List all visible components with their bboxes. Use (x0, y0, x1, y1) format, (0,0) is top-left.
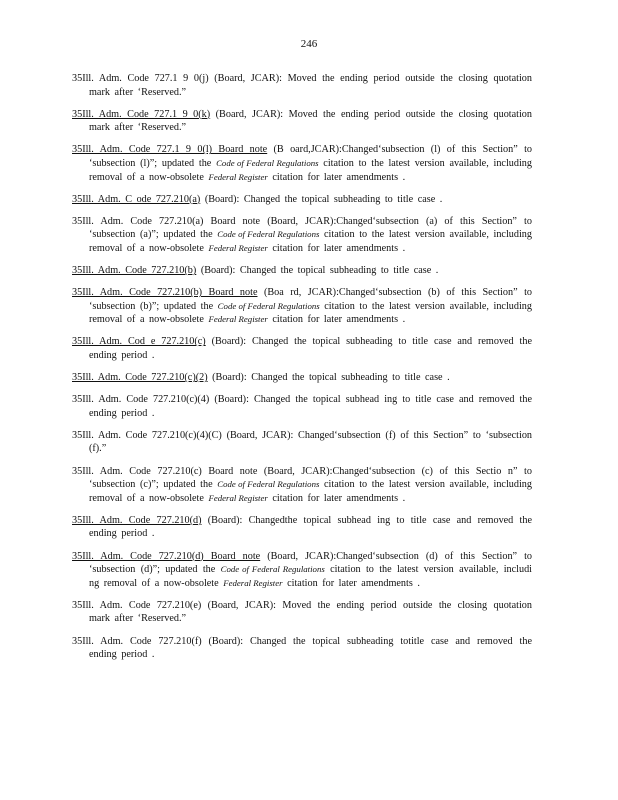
cfr-title: Code of Federal Regulations (220, 564, 325, 575)
amendment-entry (72, 215, 532, 256)
code-citation: 35Ill. Adm. Code 727.210(c)(4)(C) (72, 429, 222, 441)
amendment-text: (Board, JCAR): Moved the ending period outside the closing quotation mark after ‘Reserved.” (89, 73, 532, 98)
amendment-text: (Board): Changed the topical subheading to title case . (196, 265, 439, 277)
amendment-text: (Board): Changed the topical subheading to title case . (207, 372, 450, 384)
amendment-entry (72, 514, 532, 541)
amendment-text: (Board): Changed the topical subheading totitle case and removed the ending period . (89, 635, 532, 661)
code-citation: 35Ill. Adm. Code 727.1 9 0(j) (72, 73, 209, 84)
amendment-text: citation to the latest version available, including removal of a now-obsolete (89, 300, 532, 326)
cfr-title: Code of Federal Regulations (216, 157, 319, 168)
code-citation: 35Ill. Adm. Code 727.210(b) Board note (72, 287, 258, 299)
amendment-text: citation to the latest version available, including removal of a now-obsolete (89, 229, 532, 254)
code-citation: 35Ill. Adm. Cod e 727.210(c) (72, 336, 206, 348)
amendment-text: (Board): Changed the topical subheading to title case . (200, 193, 443, 205)
cfr-title: Code of Federal Regulations (217, 479, 320, 490)
code-citation: 35Ill. Adm. Code 727.210(f) (72, 635, 202, 647)
amendment-entry (72, 108, 532, 135)
code-citation: 35Ill. Adm. Code 727.210(c)(2) (72, 372, 208, 384)
amendment-entry (72, 393, 532, 420)
code-citation: 35Ill. Adm. Code 727.210(c) Board note (72, 465, 258, 477)
amendment-entry (72, 550, 532, 591)
amendment-entry (72, 264, 532, 278)
federal-register-title: Federal Register (223, 577, 283, 588)
amendment-text: citation for later amendments . (267, 492, 406, 504)
amendment-entry (72, 371, 532, 385)
amendment-entry (72, 193, 532, 207)
amendment-text: citation for later amendments . (267, 242, 406, 254)
amendment-text: (Board, JCAR):Changed‘subsection (a) of this Section” to ‘subsection (a)”; updated the (89, 215, 532, 241)
code-citation: 35Ill. Adm. Code 727.210(d) (72, 514, 202, 526)
amendment-list (72, 72, 532, 670)
federal-register-title: Federal Register (208, 171, 268, 182)
amendment-text: (Board): Changed the topical subheading to title case and removed the ending period . (89, 336, 532, 361)
page-number: 246 (300, 38, 318, 50)
amendment-entry (72, 429, 532, 456)
amendment-entry (72, 599, 532, 626)
amendment-text: (B oard,JCAR):Changed‘subsection (l) of this Section” to ‘subsection (l)”; updated the (89, 144, 532, 169)
amendment-text: (Board, JCAR): Moved the ending period outside the closing quotation mark after ‘Reserved.” (89, 599, 532, 625)
cfr-title: Code of Federal Regulations (217, 229, 320, 240)
amendment-text: citation for later amendments . (282, 577, 420, 589)
amendment-text: (Board): Changedthe topical subhead ing to title case and removed the ending period . (89, 514, 533, 540)
amendment-entry (72, 286, 532, 327)
amendment-entry (72, 72, 532, 99)
amendment-entry (72, 335, 532, 362)
amendment-text: (Board, JCAR):Changed‘subsection (c) of this Sectio n” to ‘subsection (c)”; updated the (89, 465, 532, 491)
federal-register-title: Federal Register (208, 314, 268, 325)
cfr-title: Code of Federal Regulations (217, 300, 320, 311)
code-citation: 35Ill. Adm. Code 727.210(b) (72, 265, 197, 277)
code-citation: 35Ill. Adm. Code 727.210(a) Board note (72, 215, 261, 227)
amendment-text: (Board, JCAR): Moved the ending period outside the closing quotation mark after ‘Reserved.” (89, 108, 532, 134)
amendment-text: (Board, JCAR): Changed‘subsection (f) of this Section” to ‘subsection (f).” (89, 429, 533, 455)
amendment-text: (Boa rd, JCAR):Changed‘subsection (b) of this Section” to ‘subsection (b)”; updated the (89, 287, 532, 312)
code-citation: 35Ill. Adm. Code 727.210(c)(4) (72, 394, 210, 406)
amendment-entry (72, 143, 532, 184)
amendment-entry (72, 465, 532, 506)
code-citation: 35Ill. Adm. Code 727.210(e) (72, 599, 202, 611)
federal-register-title: Federal Register (208, 242, 268, 253)
amendment-text: (Board): Changed the topical subhead ing to title case and removed the ending period . (89, 394, 532, 419)
amendment-entry (72, 635, 532, 662)
amendment-text: (Board, JCAR):Changed‘subsection (d) of this Section” to ‘subsection (d)”; updated the (89, 550, 532, 576)
code-citation: 35Ill. Adm. Code 727.1 9 0(l) Board note (72, 144, 268, 156)
amendment-text: citation for later amendments . (267, 314, 406, 326)
code-citation: 35Ill. Adm. Code 727.1 9 0(k) (72, 108, 211, 120)
federal-register-title: Federal Register (208, 492, 268, 503)
code-citation: 35Ill. Adm. Code 727.210(d) Board note (72, 550, 261, 562)
amendment-text: citation to the latest version available, includi ng removal of a now-obsolete (89, 564, 532, 589)
code-citation: 35Ill. Adm. C ode 727.210(a) (72, 193, 201, 205)
amendment-text: citation to the latest version available, including removal of a now-obsolete (89, 479, 532, 504)
amendment-text: citation to the latest version available, including removal of a now-obsolete (89, 157, 532, 183)
amendment-text: citation for later amendments . (267, 171, 406, 183)
